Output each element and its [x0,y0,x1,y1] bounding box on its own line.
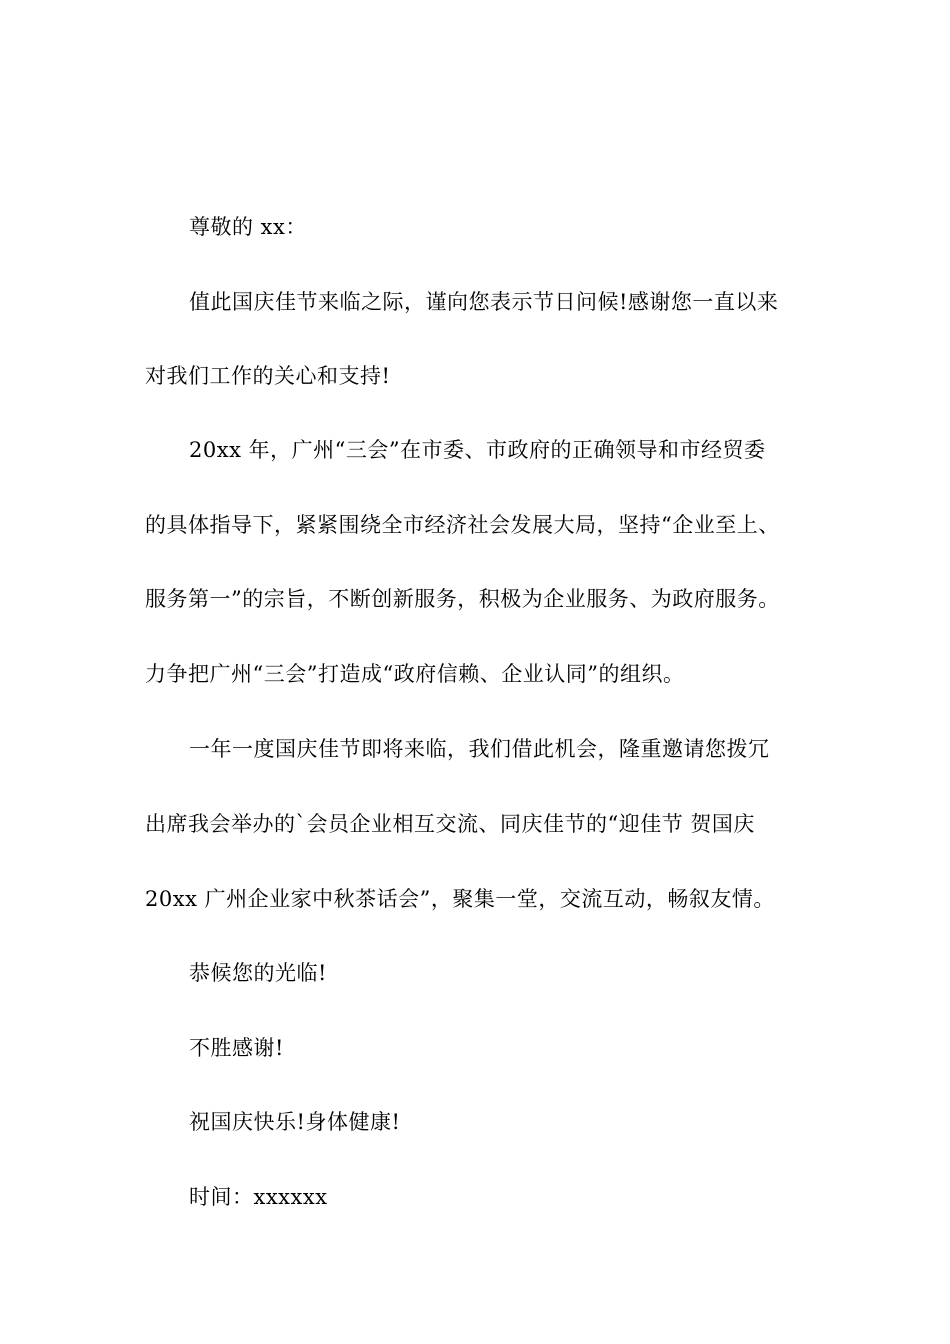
paragraph-line: 服务第一”的宗旨，不断创新服务，积极为企业服务、为政府服务。 [145,587,780,611]
paragraph-line: 出席我会举办的`会员企业相互交流、同庆佳节的“迎佳节 贺国庆 [145,812,755,836]
closing-line: 恭候您的光临! [189,961,327,985]
paragraph-line: 对我们工作的关心和支持! [145,364,391,388]
paragraph-line: 一年一度国庆佳节即将来临，我们借此机会，隆重邀请您拨冗 [189,737,770,761]
paragraph-line: 20xx 广州企业家中秋茶话会”，聚集一堂，交流互动，畅叙友情。 [145,887,775,911]
paragraph-line: 值此国庆佳节来临之际，谨向您表示节日问候!感谢您一直以来 [189,290,779,314]
paragraph-line: 的具体指导下，紧紧围绕全市经济社会发展大局，坚持“企业至上、 [145,513,780,537]
paragraph-line: 20xx 年，广州“三会”在市委、市政府的正确领导和市经贸委 [189,438,766,462]
time-line: 时间：xxxxxx [189,1185,328,1209]
closing-line: 不胜感谢! [189,1036,284,1060]
paragraph-line: 力争把广州“三会”打造成“政府信赖、企业认同”的组织。 [145,662,685,686]
closing-line: 祝国庆快乐!身体健康! [189,1110,401,1134]
salutation: 尊敬的 xx： [189,215,307,239]
